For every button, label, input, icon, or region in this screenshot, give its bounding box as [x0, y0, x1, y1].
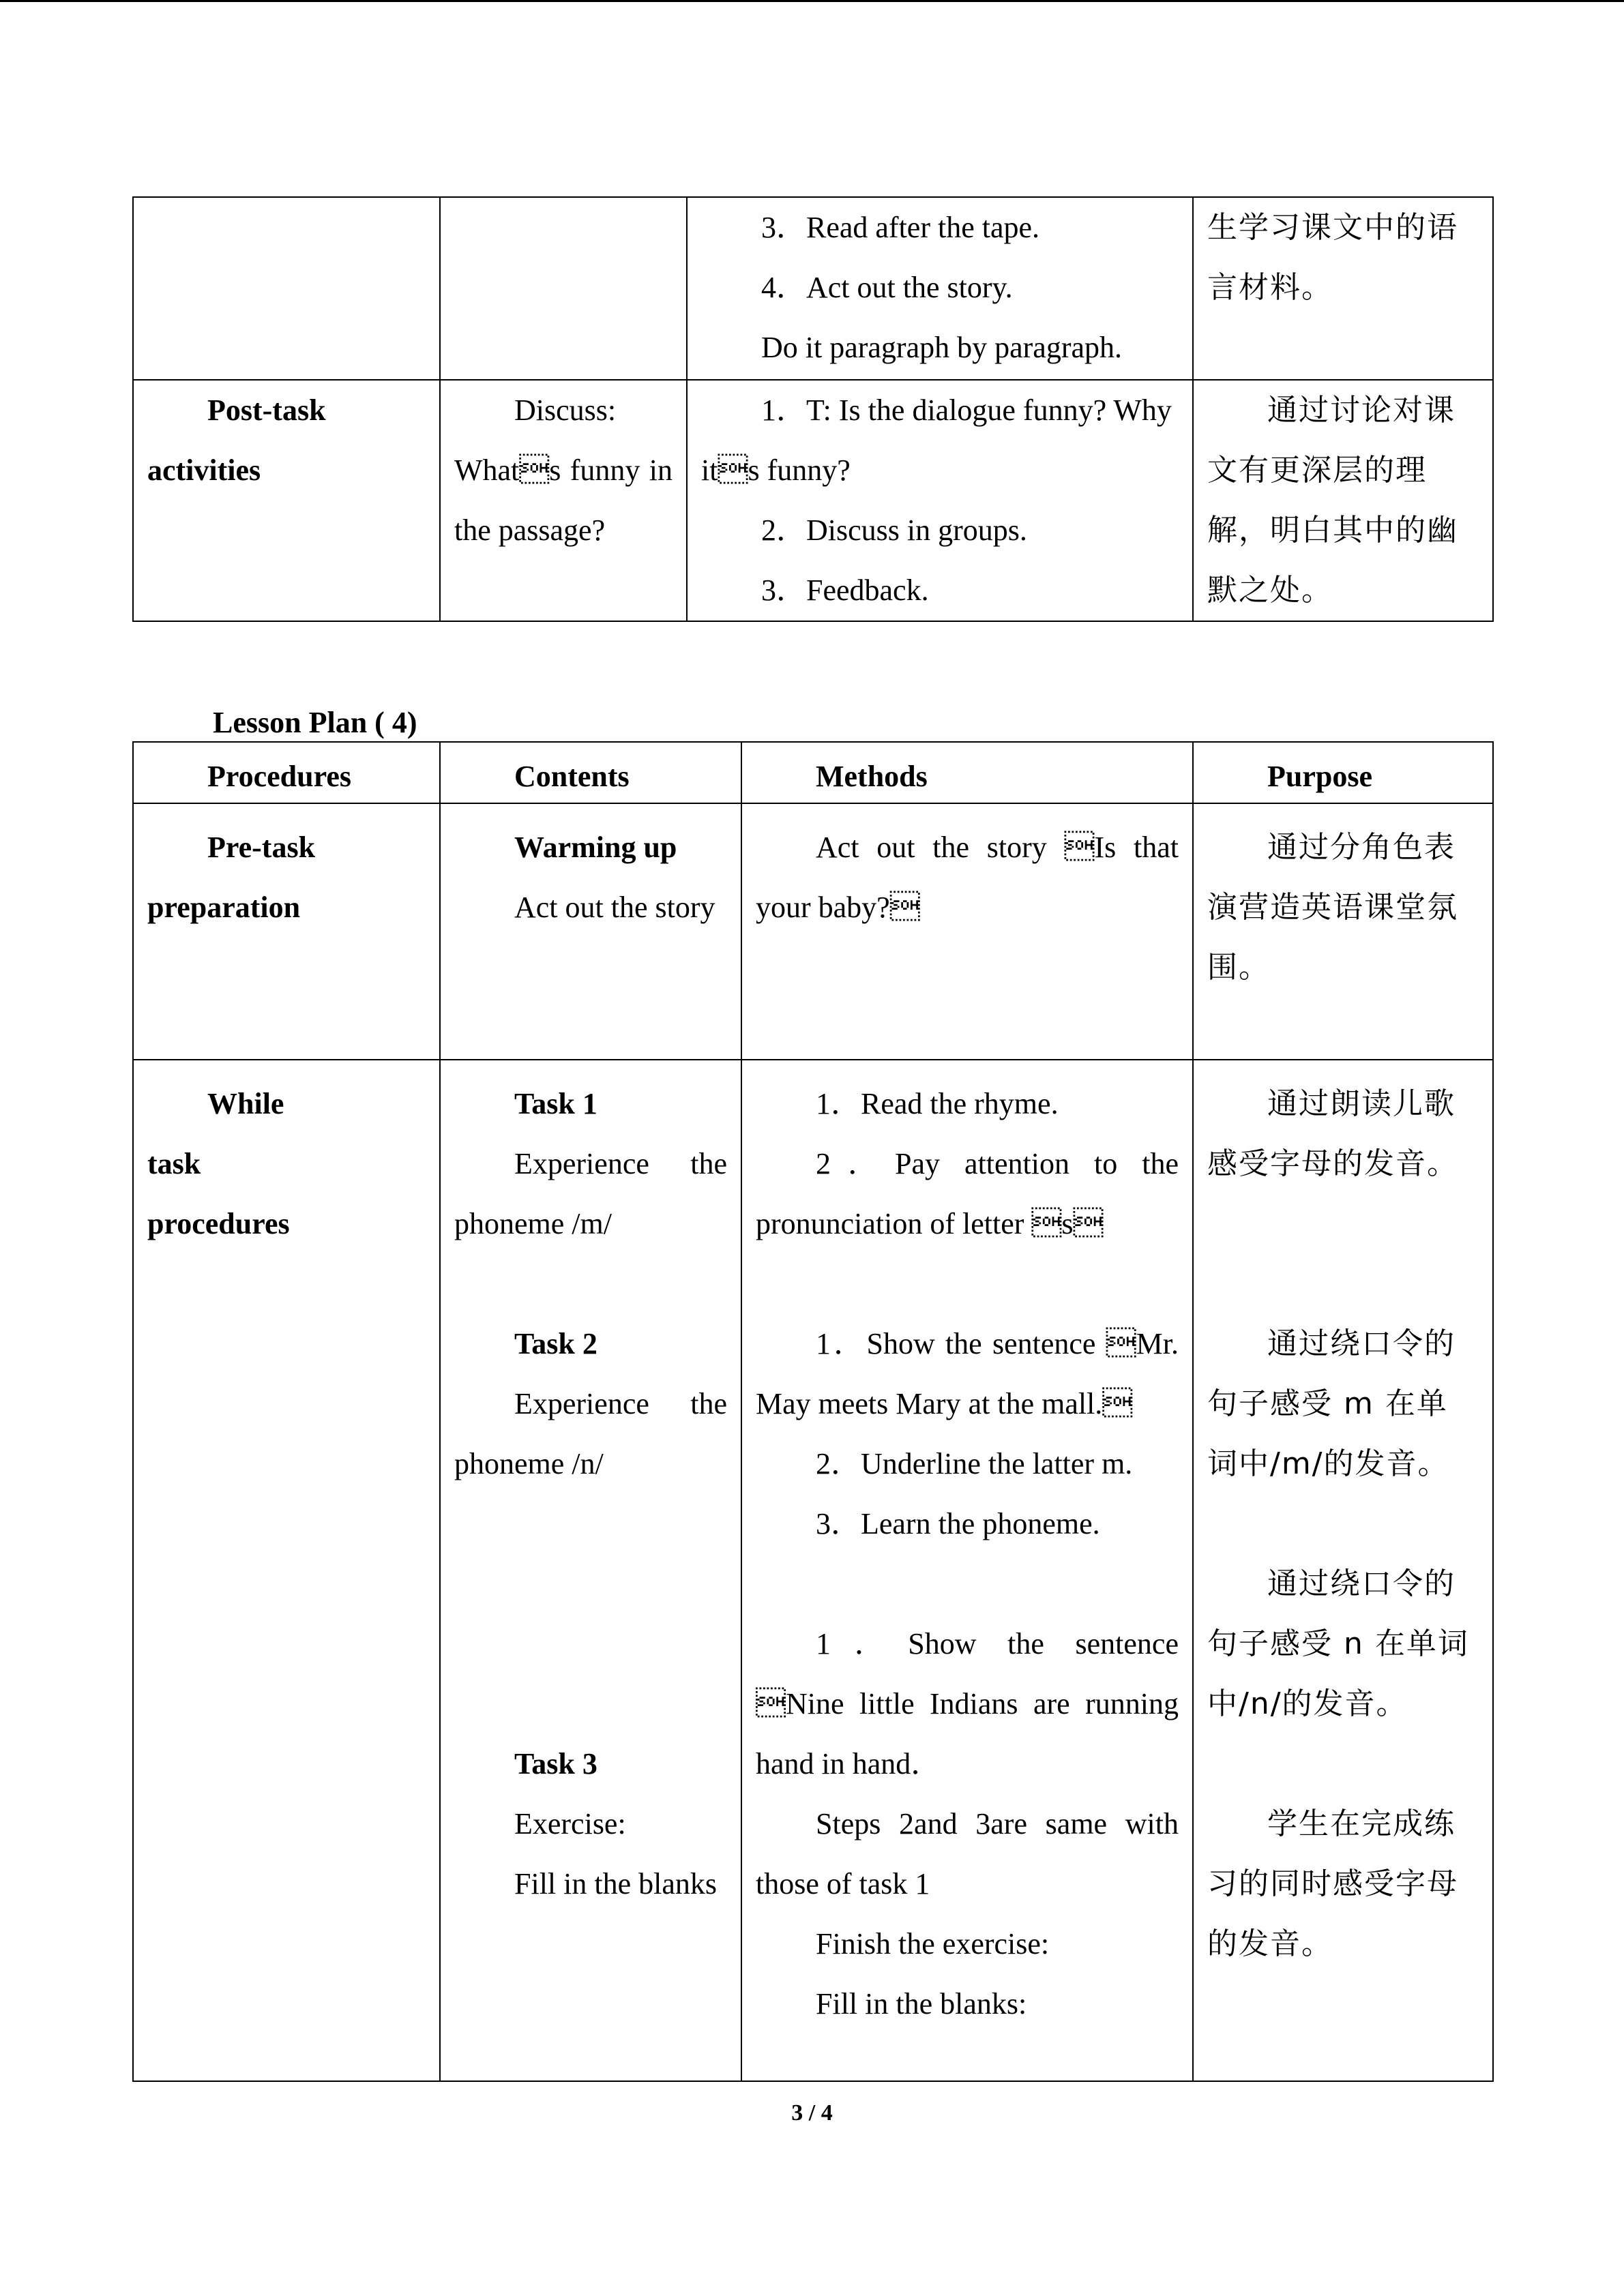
method-step: 1．Show the sentence Mr. May meets Mary at the mall.: [756, 1327, 1179, 1420]
purpose-text: 学生在完成练习的同时感受字母的发音。: [1207, 1806, 1458, 1961]
method-step: Finish the exercise:: [816, 1927, 1050, 1960]
lesson-plan-table-continued: [132, 196, 1494, 622]
procedure-cell: [133, 197, 440, 380]
task-text: Exercise:: [514, 1807, 626, 1840]
header-methods: Methods: [741, 742, 1193, 803]
page-top-border: [0, 0, 1624, 2]
purpose-cell: 通过讨论对课文有更深层的理解，明白其中的幽默之处。: [1193, 380, 1493, 621]
method-step: 2．Discuss in groups.: [761, 513, 1027, 547]
procedure-cell: [133, 1060, 440, 2081]
purpose-cell: 通过分角色表演营造英语课堂氛围。: [1193, 803, 1493, 1060]
methods-cell: [741, 1060, 1193, 2081]
task-title: Task 1: [514, 1087, 597, 1120]
task-text: Experience the phoneme /m/: [454, 1147, 727, 1240]
procedure-label: activities: [147, 453, 261, 487]
table-row: [133, 380, 1493, 621]
method-step: 4．Act out the story.: [761, 271, 1013, 304]
method-step: 1．T: Is the dialogue funny? Why its funny?: [701, 393, 1172, 487]
table-row: [133, 803, 1493, 1060]
table-row: [133, 1060, 1493, 2081]
contents-text: Whats funny in the passage?: [454, 453, 673, 547]
procedure-label: Post-task: [207, 393, 326, 427]
procedure-label: Pre-task: [207, 831, 316, 864]
purpose-text: 通过绕口令的句子感受 n 在单词中/n/的发音。: [1207, 1566, 1469, 1721]
procedure-cell: [133, 380, 440, 621]
procedure-label: procedures: [147, 1207, 290, 1240]
table-header-row: [133, 742, 1493, 803]
procedure-label: While task: [147, 1087, 284, 1180]
method-step: 2．Underline the latter m.: [816, 1447, 1133, 1480]
contents-label: Discuss:: [514, 393, 617, 427]
contents-cell: [440, 380, 687, 621]
method-step: Do it paragraph by paragraph.: [761, 331, 1123, 364]
method-step: 3．Feedback.: [761, 573, 929, 607]
method-step: Steps 2and 3are same with those of task 1: [756, 1807, 1179, 1900]
table-row: [133, 197, 1493, 380]
contents-cell: [440, 197, 687, 380]
procedure-label: preparation: [147, 891, 301, 924]
contents-cell: [440, 1060, 741, 2081]
method-step: 1．Show the sentence Nine little Indians are running hand in hand．: [756, 1627, 1179, 1780]
header-procedures: Procedures: [133, 742, 440, 803]
purpose-text: 通过绕口令的句子感受 m 在单词中/m/的发音。: [1207, 1326, 1456, 1481]
lesson-plan-table: [132, 741, 1494, 2082]
task-title: Task 2: [514, 1327, 597, 1360]
methods-cell: [687, 380, 1193, 621]
table-caption: Lesson Plan ( 4): [213, 706, 417, 739]
method-step: 3．Learn the phoneme.: [816, 1507, 1100, 1540]
method-step: 1．Read the rhyme.: [816, 1087, 1059, 1120]
methods-cell: [687, 197, 1193, 380]
task-text: Experience the phoneme /n/: [454, 1387, 727, 1480]
method-step: 3．Read after the tape.: [761, 211, 1040, 244]
method-step: Fill in the blanks:: [816, 1987, 1027, 2021]
contents-text: Act out the story: [514, 891, 715, 924]
purpose-text: 通过朗读儿歌感受字母的发音。: [1207, 1086, 1458, 1181]
contents-cell: [440, 803, 741, 1060]
method-step: 2．Pay attention to the pronunciation of letter s: [756, 1147, 1179, 1240]
methods-cell: Act out the story Is that your baby?: [741, 803, 1193, 1060]
header-contents: Contents: [440, 742, 741, 803]
task-title: Task 3: [514, 1747, 597, 1780]
page-number: 3 / 4: [791, 2100, 833, 2126]
purpose-cell: [1193, 1060, 1493, 2081]
purpose-cell: 生学习课文中的语言材料。: [1193, 197, 1493, 380]
procedure-cell: [133, 803, 440, 1060]
contents-title: Warming up: [514, 831, 677, 864]
header-purpose: Purpose: [1193, 742, 1493, 803]
task-text: Fill in the blanks: [514, 1867, 717, 1900]
